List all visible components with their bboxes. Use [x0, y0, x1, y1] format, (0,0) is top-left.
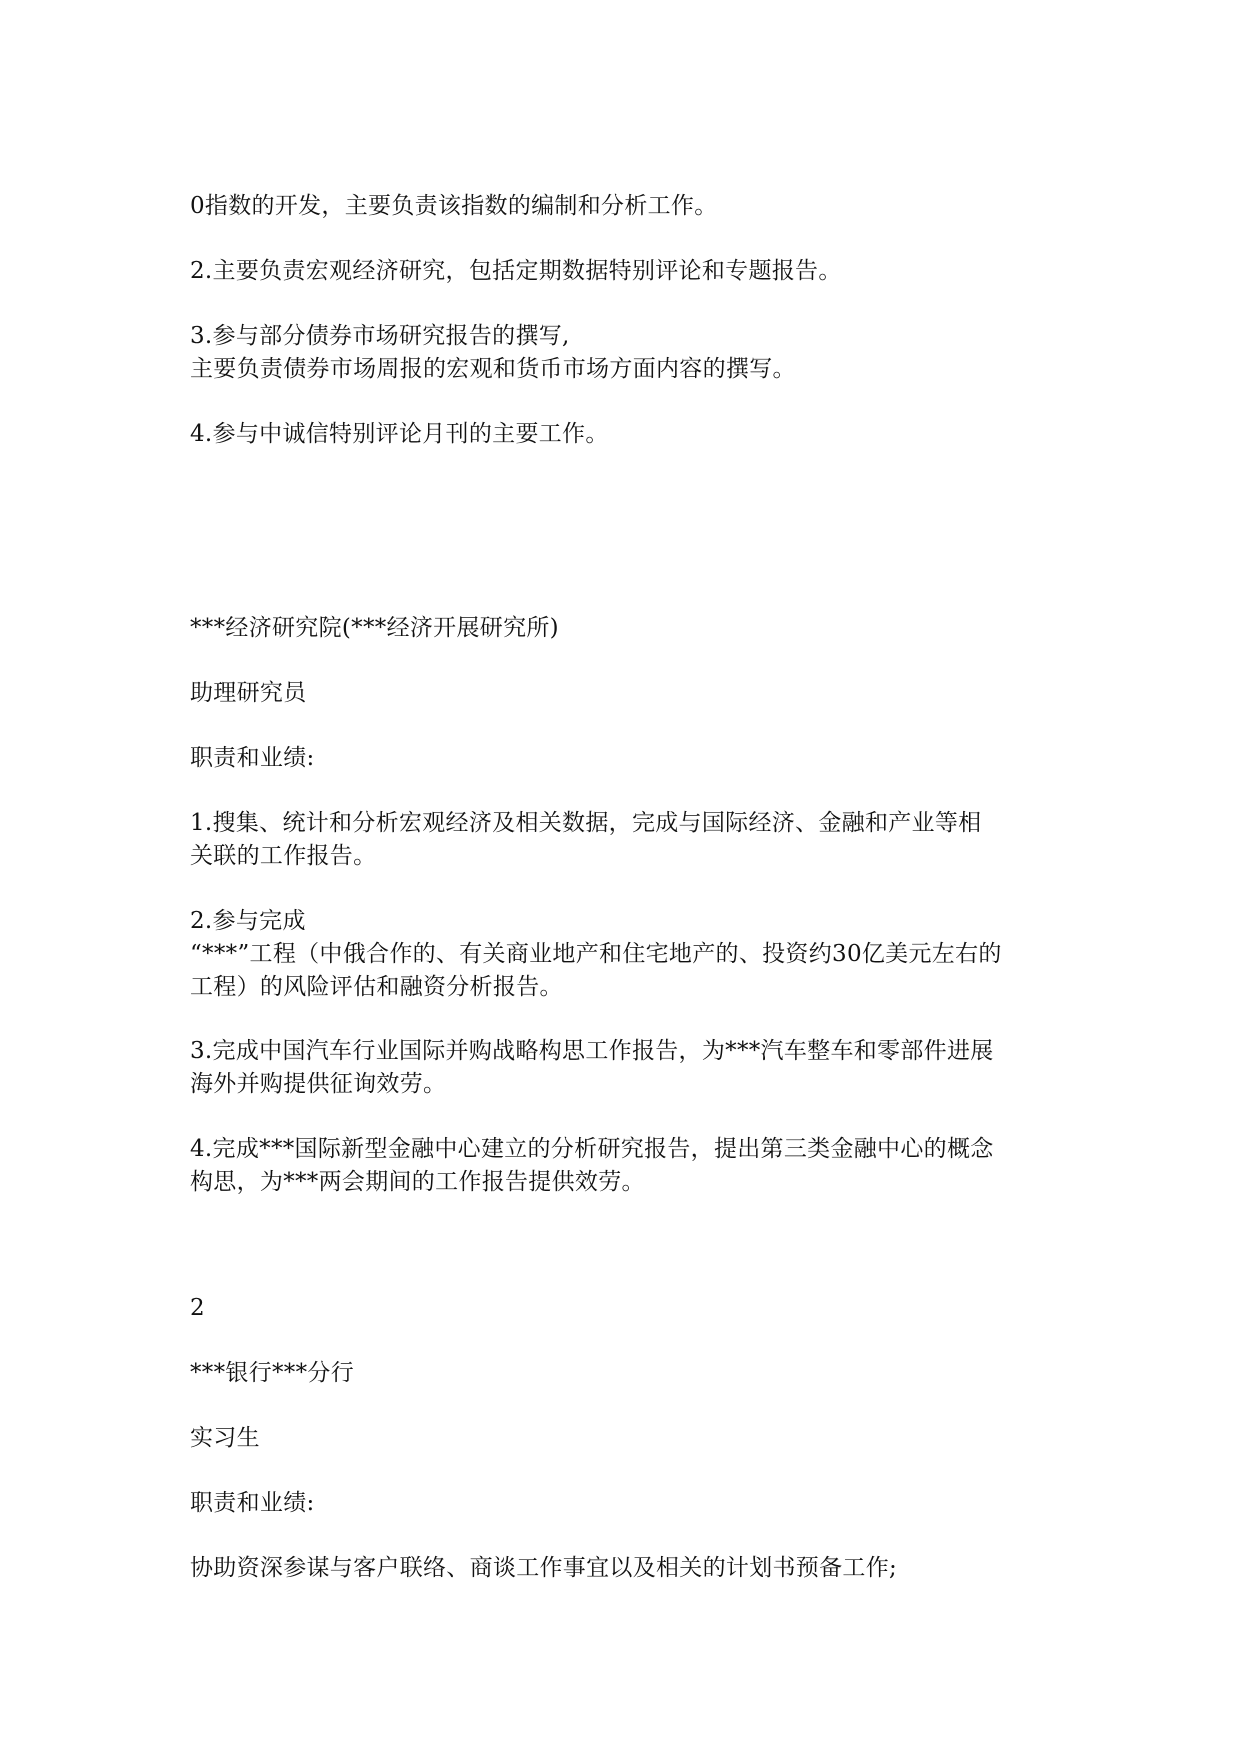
text-line: 2	[190, 1295, 205, 1321]
text-line: 职责和业绩:	[190, 1490, 315, 1516]
employer-name	[190, 1357, 1070, 1390]
text-line: 助理研究员	[190, 680, 307, 706]
paragraph-bond-report	[190, 320, 1070, 386]
text-line: 海外并购提供征询效劳。	[190, 1071, 447, 1097]
text-line: 主要负责债券市场周报的宏观和货币市场方面内容的撰写。	[190, 356, 796, 382]
text-line: ***银行***分行	[190, 1360, 354, 1386]
text-line: 2.参与完成	[190, 908, 306, 934]
text-line: “***”工程（中俄合作的、有关商业地产和住宅地产的、投资约30亿美元左右的	[190, 941, 1002, 967]
paragraph-auto-industry	[190, 1035, 1070, 1101]
section-heading-duties	[190, 1487, 1070, 1520]
text-line: 4.完成***国际新型金融中心建立的分析研究报告，提出第三类金融中心的概念	[190, 1136, 994, 1162]
text-line: 2.主要负责宏观经济研究，包括定期数据特别评论和专题报告。	[190, 258, 842, 284]
paragraph-project-report	[190, 905, 1070, 1004]
employer-name	[190, 612, 1070, 645]
text-line: 职责和业绩:	[190, 745, 315, 771]
text-line: ***经济研究院(***经济开展研究所)	[190, 615, 559, 641]
text-line: 3.完成中国汽车行业国际并购战略构思工作报告，为***汽车整车和零部件进展	[190, 1038, 994, 1064]
paragraph-macro-research	[190, 255, 1070, 288]
paragraph-financial-center	[190, 1133, 1070, 1199]
text-line: 0指数的开发，主要负责该指数的编制和分析工作。	[190, 193, 718, 219]
text-line: 3.参与部分债券市场研究报告的撰写,	[190, 323, 570, 349]
text-line: 构思，为***两会期间的工作报告提供效劳。	[190, 1169, 645, 1195]
text-line: 实习生	[190, 1425, 260, 1451]
paragraph-data-analysis	[190, 807, 1070, 873]
text-line: 关联的工作报告。	[190, 843, 377, 869]
text-line: 1.搜集、统计和分析宏观经济及相关数据，完成与国际经济、金融和产业等相	[190, 810, 982, 836]
paragraph-intern-duty	[190, 1552, 1070, 1585]
paragraph-monthly-review	[190, 418, 1070, 451]
text-line: 协助资深参谋与客户联络、商谈工作事宜以及相关的计划书预备工作;	[190, 1555, 898, 1581]
text-line: 4.参与中诚信特别评论月刊的主要工作。	[190, 421, 609, 447]
item-number	[190, 1292, 1070, 1325]
job-title	[190, 1422, 1070, 1455]
paragraph-index-development	[190, 190, 1070, 223]
job-title	[190, 677, 1070, 710]
text-line: 工程）的风险评估和融资分析报告。	[190, 974, 563, 1000]
section-heading-duties	[190, 742, 1070, 775]
